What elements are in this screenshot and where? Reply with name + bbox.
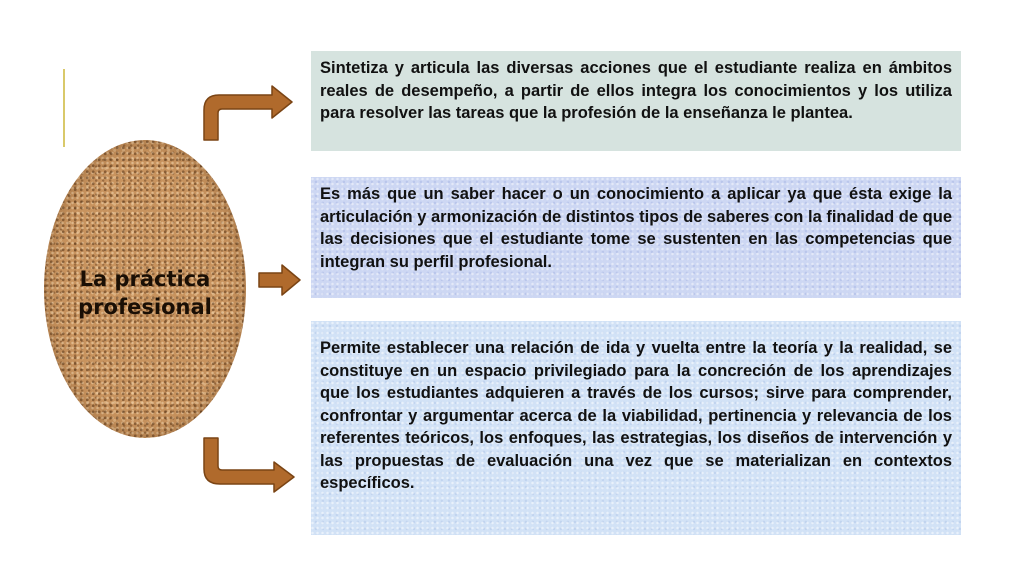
arrow-up-right-icon bbox=[196, 86, 296, 144]
accent-line bbox=[63, 69, 65, 147]
description-box-2 bbox=[311, 177, 961, 298]
description-box-1 bbox=[311, 51, 961, 151]
description-text-1: Sintetiza y articula las diversas acciones que el estudiante realiza en ámbitos reales de desempeño, a partir de ellos integra los conocimientos y los utiliza para resolver las tareas que la profesión de la enseñanza le plantea. bbox=[320, 59, 952, 122]
arrow-right-icon bbox=[258, 265, 302, 295]
description-text-2: Es más que un saber hacer o un conocimiento a aplicar ya que ésta exige la articulación y armonización de distintos tipos de saberes con la finalidad de que las decisiones que el estudiante tome se sustenten en las competencias que integran su perfil profesional. bbox=[320, 185, 952, 271]
center-label: La práctica profesional bbox=[78, 267, 212, 319]
description-box-3 bbox=[311, 321, 961, 535]
arrow-down-right-icon bbox=[200, 436, 300, 492]
center-oval bbox=[44, 140, 246, 438]
description-text-3: Permite establecer una relación de ida y vuelta entre la teoría y la realidad, se constituye en un espacio privilegiado para la concreción de los aprendizajes que los estudiantes adquieren a través de los cursos; sirve para comprender, confrontar y argumentar acerca de la viabilidad, pertinencia y relevancia de los referentes teóricos, los enfoques, las estrategias, los diseños de intervención y las propuestas de evaluación una vez que se materializan en contextos específicos. bbox=[320, 339, 952, 492]
